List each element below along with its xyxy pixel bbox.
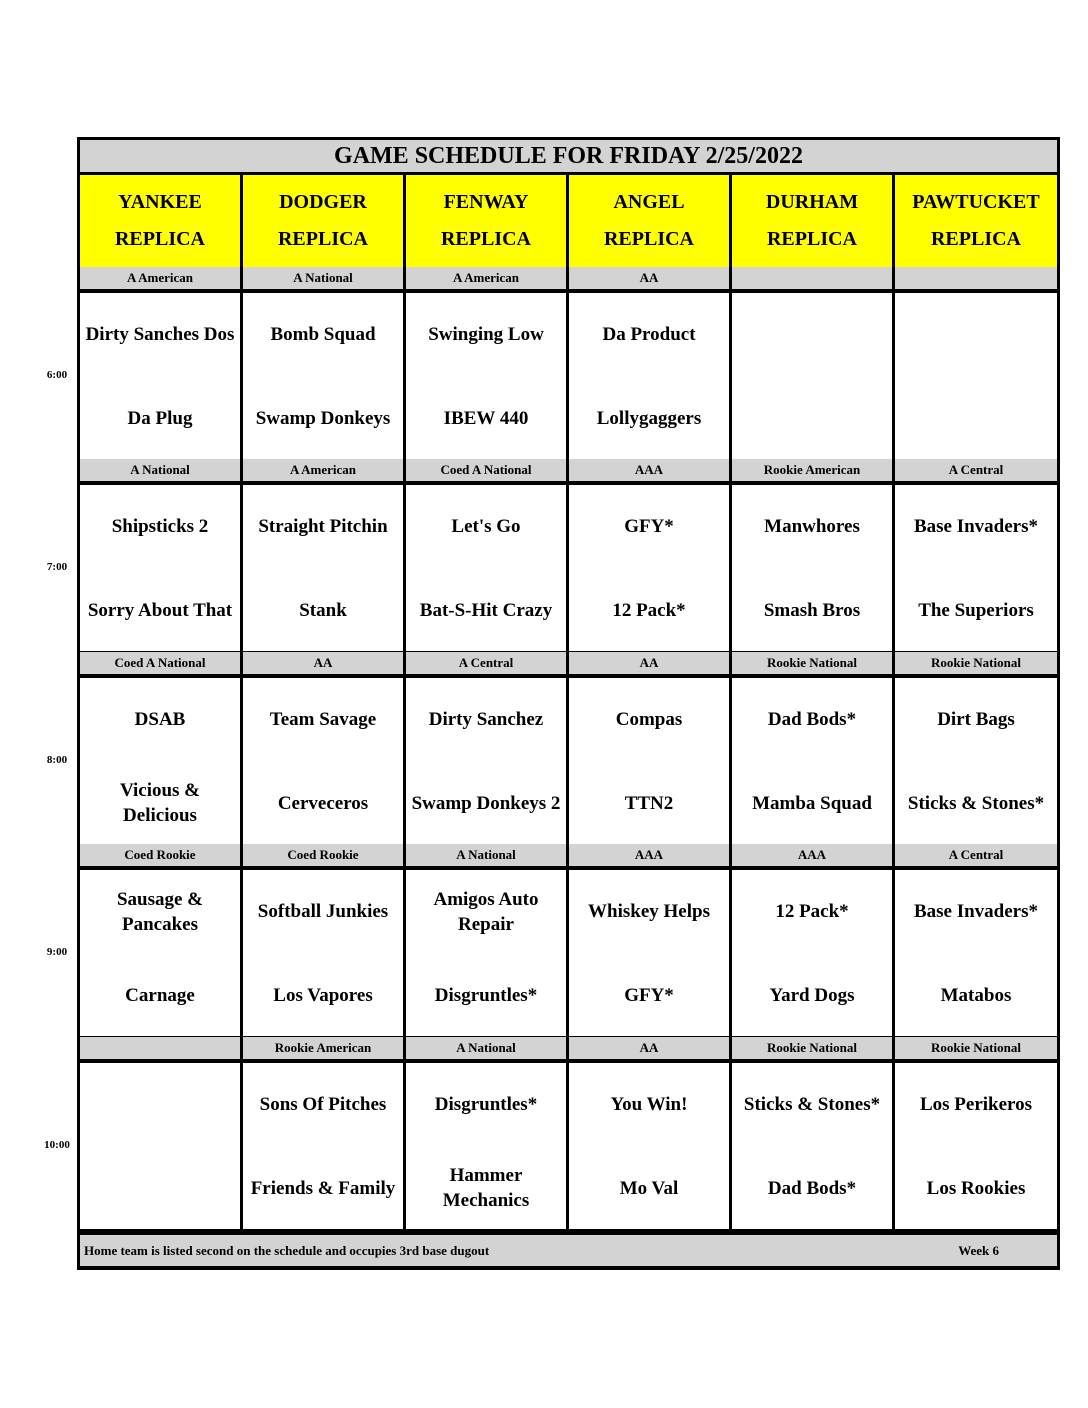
game-cell bbox=[895, 1063, 1057, 1229]
away-team: Whiskey Helps bbox=[588, 901, 710, 922]
home-team bbox=[732, 376, 892, 460]
division-label: Coed Rookie bbox=[80, 844, 240, 866]
home-team bbox=[895, 376, 1057, 460]
home-team: Disgruntles* bbox=[434, 984, 538, 1006]
division-label: A Central bbox=[895, 459, 1057, 481]
home-team: Yard Dogs bbox=[769, 984, 855, 1006]
away-team: 12 Pack* bbox=[775, 901, 849, 922]
game-cell bbox=[732, 678, 892, 844]
field-name: PAWTUCKET bbox=[912, 191, 1040, 213]
schedule-footer bbox=[80, 1235, 1057, 1266]
division-label: Rookie National bbox=[895, 652, 1057, 674]
home-team bbox=[80, 1146, 240, 1230]
away-team: Dirty Sanchez bbox=[428, 709, 544, 730]
division-label: A National bbox=[406, 844, 566, 866]
division-label bbox=[80, 1037, 240, 1059]
home-team: Mamba Squad bbox=[752, 792, 872, 814]
away-team: Swinging Low bbox=[428, 324, 544, 345]
time-label: 8:00 bbox=[46, 754, 68, 766]
game-cell bbox=[80, 870, 240, 1036]
home-team: Hammer Mechanics bbox=[442, 1165, 530, 1211]
division-label: AA bbox=[569, 267, 729, 289]
home-team: Vicious & Delicious bbox=[119, 780, 201, 826]
division-label: AA bbox=[569, 652, 729, 674]
division-label: A National bbox=[406, 1037, 566, 1059]
field-type: REPLICA bbox=[930, 228, 1021, 250]
away-team: You Win! bbox=[610, 1094, 688, 1115]
home-team: IBEW 440 bbox=[443, 407, 529, 429]
home-team: Da Plug bbox=[127, 407, 193, 429]
division-label: A Central bbox=[895, 844, 1057, 866]
division-label: AA bbox=[569, 1037, 729, 1059]
schedule-table bbox=[77, 137, 1060, 1270]
division-label: A American bbox=[406, 267, 566, 289]
division-label: A American bbox=[80, 267, 240, 289]
division-label: Coed A National bbox=[80, 652, 240, 674]
field-type: REPLICA bbox=[114, 228, 205, 250]
game-cell bbox=[243, 485, 403, 651]
field-header bbox=[406, 175, 566, 267]
away-team: Base Invaders* bbox=[913, 901, 1039, 922]
game-cell bbox=[569, 1063, 729, 1229]
game-cell bbox=[895, 485, 1057, 651]
home-team: Carnage bbox=[125, 984, 195, 1006]
away-team: Da Product bbox=[602, 324, 696, 345]
home-team: Bat-S-Hit Crazy bbox=[419, 599, 553, 621]
away-team bbox=[895, 293, 1057, 376]
away-team: Shipsticks 2 bbox=[111, 516, 209, 537]
field-header bbox=[895, 175, 1057, 267]
field-type: REPLICA bbox=[277, 228, 368, 250]
game-cell bbox=[80, 1063, 240, 1229]
game-cell bbox=[80, 485, 240, 651]
game-cell bbox=[80, 293, 240, 459]
home-team: Los Rookies bbox=[926, 1177, 1026, 1199]
game-cell bbox=[569, 293, 729, 459]
field-header bbox=[569, 175, 729, 267]
home-team: 12 Pack* bbox=[612, 599, 686, 621]
division-label: AAA bbox=[569, 844, 729, 866]
game-cell bbox=[80, 678, 240, 844]
home-team: Matabos bbox=[940, 984, 1012, 1006]
game-cell bbox=[732, 293, 892, 459]
game-cell bbox=[243, 678, 403, 844]
away-team: Amigos Auto Repair bbox=[433, 888, 539, 935]
away-team: Base Invaders* bbox=[913, 516, 1039, 537]
field-type: REPLICA bbox=[440, 228, 531, 250]
footer-note: Home team is listed second on the schedule and occupies 3rd base dugout bbox=[84, 1242, 490, 1258]
home-team: Swamp Donkeys 2 bbox=[411, 792, 561, 814]
away-team: Sons Of Pitches bbox=[259, 1094, 387, 1115]
time-label: 10:00 bbox=[44, 1139, 70, 1151]
game-cell bbox=[569, 485, 729, 651]
away-team: Los Perikeros bbox=[919, 1094, 1033, 1115]
game-cell bbox=[406, 1063, 566, 1229]
field-name: ANGEL bbox=[613, 191, 685, 213]
division-label: A American bbox=[243, 459, 403, 481]
game-cell bbox=[895, 293, 1057, 459]
field-header bbox=[80, 175, 240, 267]
home-team: Sorry About That bbox=[87, 599, 233, 621]
field-type: REPLICA bbox=[603, 228, 694, 250]
time-label: 7:00 bbox=[46, 561, 68, 573]
division-label: Rookie American bbox=[732, 459, 892, 481]
home-team: Sticks & Stones* bbox=[907, 792, 1045, 814]
home-team: Swamp Donkeys bbox=[255, 407, 391, 429]
division-label: Rookie National bbox=[895, 1037, 1057, 1059]
time-label: 9:00 bbox=[46, 946, 68, 958]
away-team: Straight Pitchin bbox=[258, 516, 388, 537]
home-team: Stank bbox=[299, 599, 347, 621]
away-team bbox=[80, 1063, 240, 1146]
division-label: Rookie National bbox=[732, 652, 892, 674]
game-cell bbox=[243, 293, 403, 459]
division-label: AA bbox=[243, 652, 403, 674]
field-name: DURHAM bbox=[765, 191, 859, 213]
game-cell bbox=[243, 1063, 403, 1229]
home-team: Mo Val bbox=[619, 1177, 679, 1199]
game-cell bbox=[406, 293, 566, 459]
time-label: 6:00 bbox=[46, 369, 68, 381]
home-team: Lollygaggers bbox=[596, 407, 702, 429]
division-label: A Central bbox=[406, 652, 566, 674]
game-cell bbox=[732, 1063, 892, 1229]
away-team: Bomb Squad bbox=[270, 324, 376, 345]
away-team: Dad Bods* bbox=[767, 709, 857, 730]
home-team: GFY* bbox=[624, 984, 674, 1006]
away-team: Let's Go bbox=[451, 516, 521, 537]
game-cell bbox=[732, 870, 892, 1036]
field-type: REPLICA bbox=[766, 228, 857, 250]
away-team: Manwhores bbox=[764, 516, 860, 537]
away-team: Compas bbox=[615, 709, 683, 730]
field-name: DODGER bbox=[279, 191, 367, 213]
game-cell bbox=[569, 870, 729, 1036]
away-team: Dirt Bags bbox=[937, 709, 1015, 730]
field-header bbox=[243, 175, 403, 267]
game-cell bbox=[895, 678, 1057, 844]
division-label bbox=[895, 267, 1057, 289]
field-header bbox=[732, 175, 892, 267]
footer-week: Week 6 bbox=[958, 1242, 999, 1258]
division-label bbox=[732, 267, 892, 289]
home-team: Los Vapores bbox=[273, 984, 373, 1006]
field-name: YANKEE bbox=[118, 191, 202, 213]
home-team: Dad Bods* bbox=[767, 1177, 857, 1199]
schedule-title: GAME SCHEDULE FOR FRIDAY 2/25/2022 bbox=[80, 140, 1057, 172]
game-cell bbox=[732, 485, 892, 651]
division-label: AAA bbox=[569, 459, 729, 481]
away-team: Team Savage bbox=[269, 709, 377, 730]
division-label: A National bbox=[80, 459, 240, 481]
away-team: DSAB bbox=[134, 709, 186, 730]
away-team: GFY* bbox=[624, 516, 674, 537]
home-team: Smash Bros bbox=[763, 599, 861, 621]
away-team: Disgruntles* bbox=[434, 1094, 538, 1115]
division-label: Coed A National bbox=[406, 459, 566, 481]
game-cell bbox=[895, 870, 1057, 1036]
away-team bbox=[732, 293, 892, 376]
away-team: Sticks & Stones* bbox=[743, 1094, 881, 1115]
division-label: Rookie American bbox=[243, 1037, 403, 1059]
field-name: FENWAY bbox=[443, 191, 529, 213]
division-label: Rookie National bbox=[732, 1037, 892, 1059]
division-label: A National bbox=[243, 267, 403, 289]
home-team: Friends & Family bbox=[250, 1177, 396, 1199]
game-cell bbox=[406, 870, 566, 1036]
game-cell bbox=[569, 678, 729, 844]
game-cell bbox=[406, 678, 566, 844]
home-team: TTN2 bbox=[624, 792, 674, 814]
game-cell bbox=[243, 870, 403, 1036]
division-label: Coed Rookie bbox=[243, 844, 403, 866]
home-team: The Superiors bbox=[918, 599, 1034, 621]
away-team: Softball Junkies bbox=[257, 901, 389, 922]
game-cell bbox=[406, 485, 566, 651]
away-team: Dirty Sanches Dos bbox=[85, 324, 235, 345]
division-label: AAA bbox=[732, 844, 892, 866]
home-team: Cerveceros bbox=[277, 792, 369, 814]
away-team: Sausage & Pancakes bbox=[116, 888, 204, 935]
